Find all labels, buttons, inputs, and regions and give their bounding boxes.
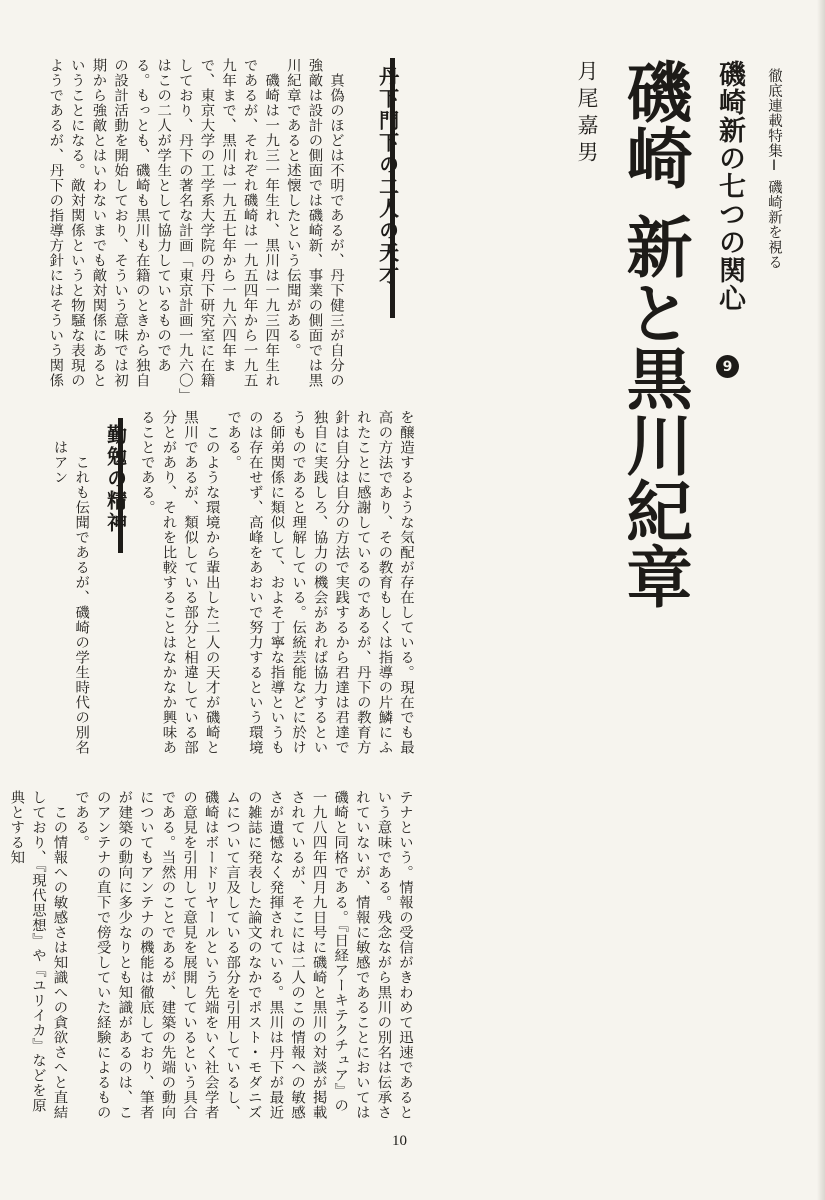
page-number: 10 bbox=[392, 1133, 407, 1149]
body-text-section2: これも伝聞であるが、磯崎の学生時代の別名はアン bbox=[51, 440, 90, 755]
issue-number-badge: 9 bbox=[716, 355, 739, 378]
section-heading-diligence: 勤勉の精神 bbox=[103, 424, 128, 534]
article-title-line1: 磯崎 新と bbox=[615, 58, 693, 345]
author-name: 月尾嘉男 bbox=[575, 60, 599, 168]
page-edge-shadow bbox=[817, 0, 825, 1200]
body-text-section2-continued: テナという。情報の受信がきわめて迅速であるという意味である。残念ながら黒川の別名は伝承されていないが、情報に敏感であることにおいては磯崎と同格である。『日経アーキテクチュア』の一九八四年四月九日号に磯崎と黒川の対談が掲載されているが、そこには二人のこの情報への敏感さが遺憾なく発揮されている。黒川は丹下が最近の雑誌に発表した論文のなかでポスト・モダニズムについて言及している部分を引用しているし、磯崎はボードリヤールという先端をいく社会学者の意見を引用して意見を展開しているという具合である。当然のことであるが、建築の先端の動向についてもアンテナの機能は徹底しており、筆者が建築の動向に多少なりとも知識があるのは、このアンテナの直下で傍受していた経験によるものである。 この情報への敏感さは知識への貪欲さへと直結しており、『現代思想』や『ユリイカ』などを原典とする知 bbox=[8, 790, 413, 1120]
body-text-section1-continued: を醸造するような気配が存在している。現在でも最高の方法であり、その教育もしくは指導の片鱗にふれたことに感謝しているのであるが、丹下の教育方針は自分は自分の方法で実践するから君達は君達で独自に実践しろ、協力の機会があれば協力するというものであると理解している。伝統芸能などに於ける師弟関係に類似して、およそ丁寧な指導というものは存在せず、高峰をあおいで努力するという環境である。 このような環境から輩出した二人の天才が磯崎と黒川であるが、類似している部分と相違している部分とがあり、それを比較することはなかなか興味あることである。 bbox=[138, 410, 414, 755]
body-text-section1: 真偽のほどは不明であるが、丹下健三が自分の強敵は設計の側面では磯崎新、事業の側面では黒川紀章であると述懐したという伝聞がある。 磯崎は一九三一年生れ、黒川は一九三四年生れであるが、それぞれ磯崎は一九五四年から一九五九年まで、黒川は一九五七年から一九六四年まで、東京大学の工学系大学院の丹下研究室に在籍しており、丹下の著名な計画「東京計画一九六〇」はこの二人が学生として協力しているものである。もっとも、磯崎も黒川も在籍のときから独自の設計活動を開始しており、そういう意味では初期から強敵とはいわないまでも敵対関係にあるということになる。敵対関係というと物騒な表現のようであるが、丹下の指導方針にはそういう関係 bbox=[47, 58, 344, 396]
section-heading-tange-disciples: 丹下門下の二人の天才 bbox=[375, 66, 400, 286]
series-label: 徹底連載特集Ⅰ 磯崎新を視る bbox=[766, 68, 782, 270]
article-title-line2: 黒川紀章 bbox=[615, 344, 693, 609]
article-title bbox=[612, 58, 696, 609]
series-title: 磯崎新の七つの関心 bbox=[714, 60, 745, 312]
